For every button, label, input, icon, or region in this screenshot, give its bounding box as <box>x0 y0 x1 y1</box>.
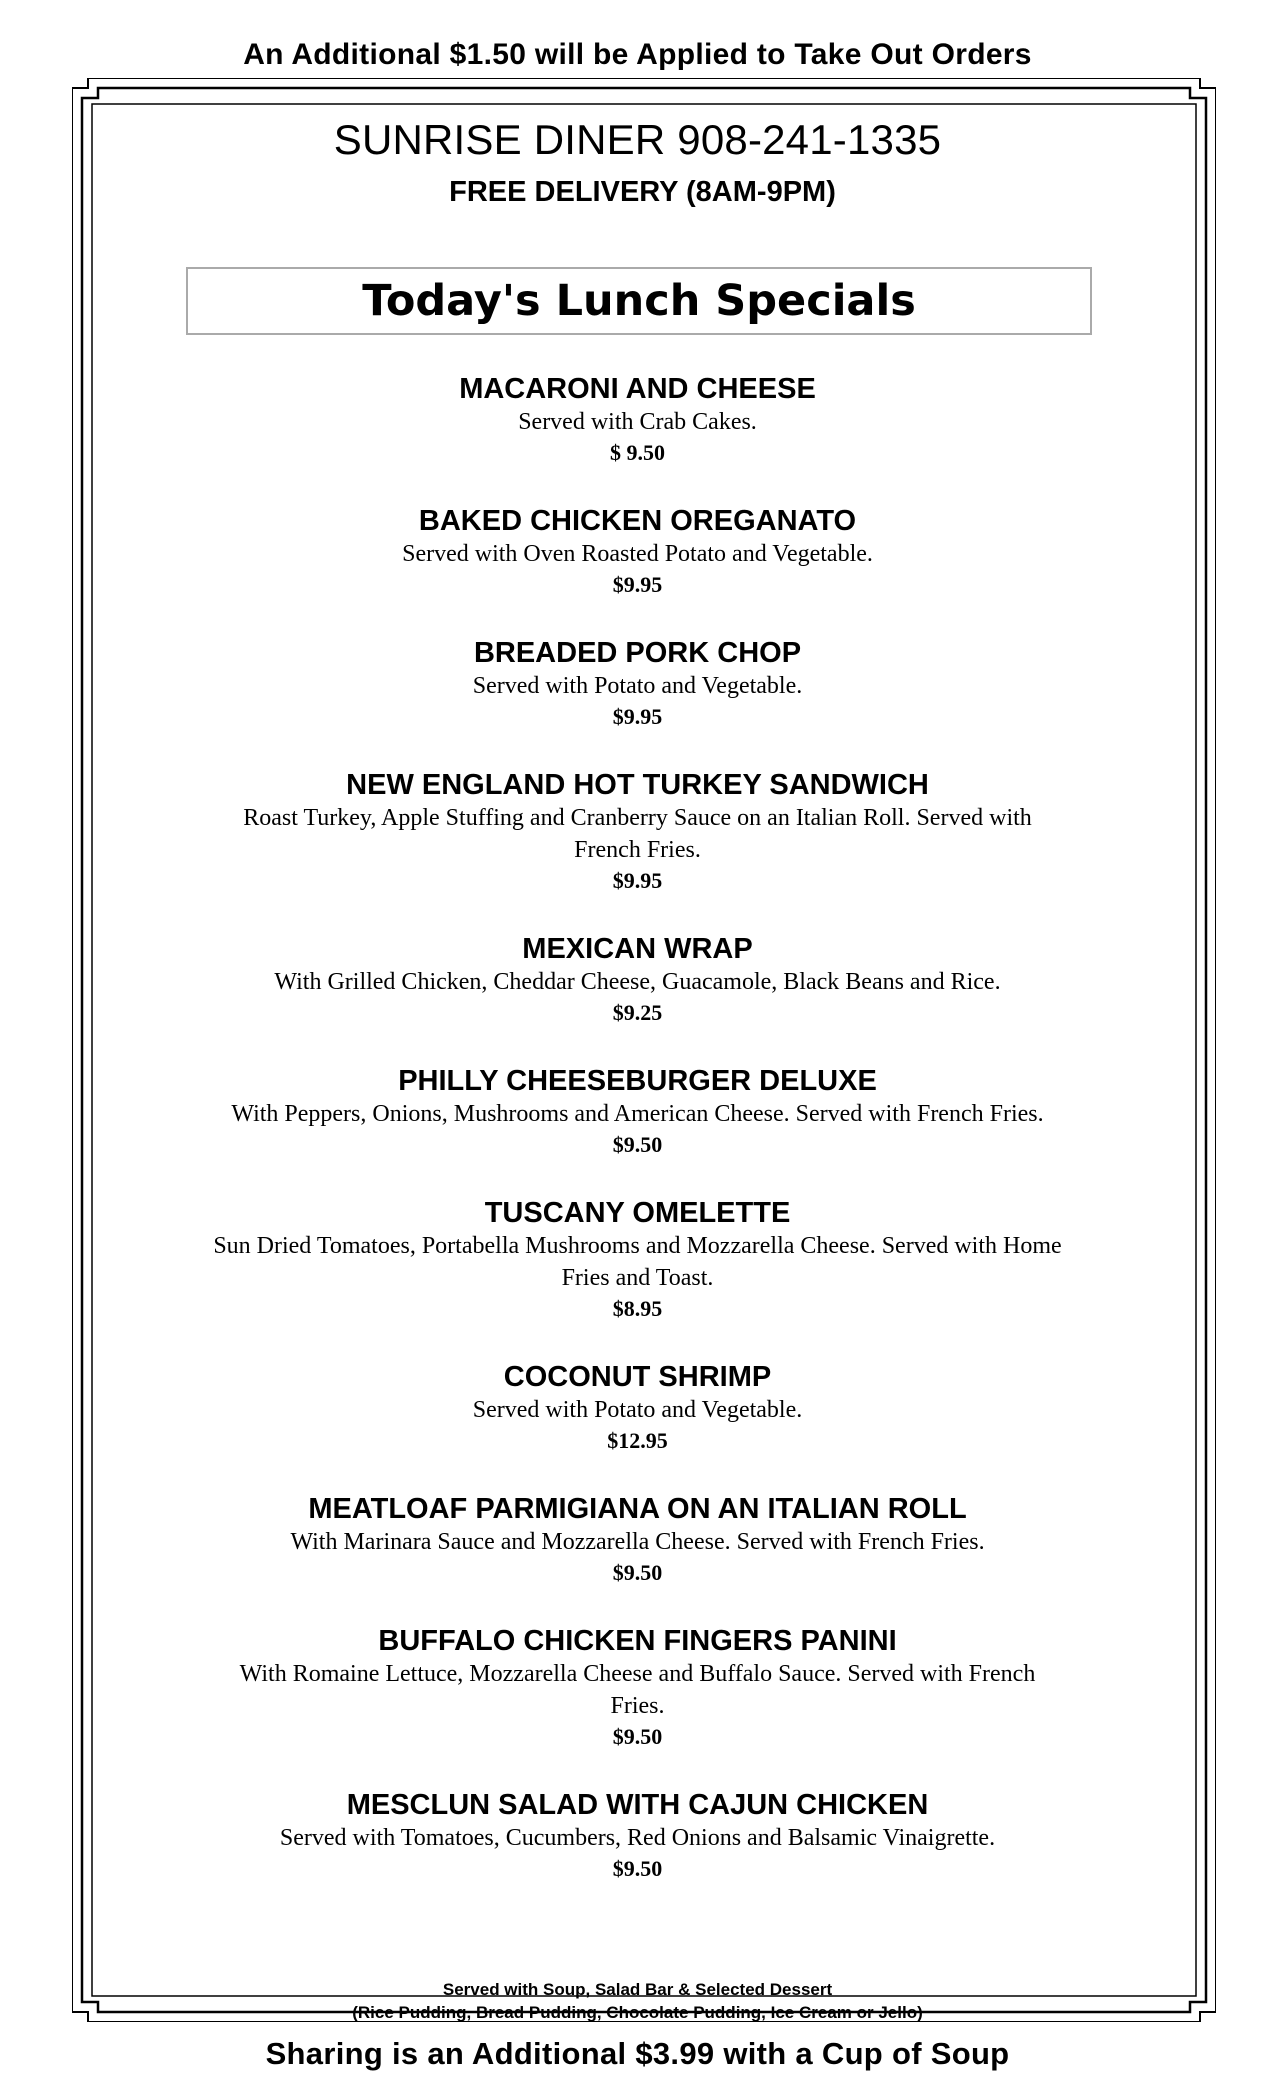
takeout-surcharge-notice: An Additional $1.50 will be Applied to Take Out Orders <box>243 38 1032 71</box>
item-price: $ 9.50 <box>610 440 665 465</box>
item-description: Served with Oven Roasted Potato and Vegetable. <box>402 541 873 567</box>
menu-item <box>188 1196 1088 1324</box>
item-name: MEXICAN WRAP <box>522 933 753 965</box>
item-description: Served with Potato and Vegetable. <box>472 1397 803 1423</box>
item-description: With Peppers, Onions, Mushrooms and American Cheese. Served with French Fries. <box>231 1101 1044 1127</box>
menu-item <box>188 1492 1088 1588</box>
sharing-surcharge-notice: Sharing is an Additional $3.99 with a Cup of Soup <box>265 2036 1010 2071</box>
item-name: PHILLY CHEESEBURGER DELUXE <box>398 1065 877 1097</box>
specials-heading: Today's Lunch Specials <box>362 276 916 326</box>
diner-name-phone: SUNRISE DINER 908-241-1335 <box>333 116 942 163</box>
menu-item <box>188 372 1088 468</box>
menu-item <box>218 1624 1058 1752</box>
item-price: $9.25 <box>612 1000 663 1025</box>
item-description: With Marinara Sauce and Mozzarella Cheese. Served with French Fries. <box>290 1529 985 1555</box>
menu-item <box>188 636 1088 732</box>
item-price: $12.95 <box>607 1428 668 1453</box>
item-description: Served with Crab Cakes. <box>518 409 757 435</box>
item-name: MEATLOAF PARMIGIANA ON AN ITALIAN ROLL <box>308 1493 967 1525</box>
item-price: $9.95 <box>612 868 663 893</box>
menu-item <box>208 768 1068 896</box>
item-price: $8.95 <box>612 1296 663 1321</box>
item-name: MACARONI AND CHEESE <box>459 373 816 405</box>
item-price: $9.50 <box>612 1560 663 1585</box>
item-description: Served with Potato and Vegetable. <box>472 673 803 699</box>
menu-item <box>188 1788 1088 1884</box>
item-name: BREADED PORK CHOP <box>473 637 802 669</box>
item-description: Roast Turkey, Apple Stuffing and Cranberry Sauce on an Italian Roll. Served with French Fries. <box>243 805 1032 863</box>
item-name: TUSCANY OMELETTE <box>484 1197 791 1229</box>
item-price: $9.95 <box>612 704 663 729</box>
item-description: Served with Tomatoes, Cucumbers, Red Onions and Balsamic Vinaigrette. <box>279 1825 996 1851</box>
specials-heading-box <box>186 267 1092 335</box>
item-price: $9.95 <box>612 572 663 597</box>
item-price: $9.50 <box>612 1132 663 1157</box>
item-description: Sun Dried Tomatoes, Portabella Mushrooms and Mozzarella Cheese. Served with Home Fries and Toast. <box>213 1233 1062 1291</box>
item-price: $9.50 <box>612 1724 663 1749</box>
item-name: MESCLUN SALAD WITH CAJUN CHICKEN <box>346 1789 929 1821</box>
item-name: COCONUT SHRIMP <box>503 1361 772 1393</box>
item-name: BUFFALO CHICKEN FINGERS PANINI <box>378 1625 897 1657</box>
item-price: $9.50 <box>612 1856 663 1881</box>
specials-list <box>0 372 1275 1920</box>
dessert-options-note: (Rice Pudding, Bread Pudding, Chocolate Pudding, Ice Cream or Jello) <box>352 2003 923 2022</box>
menu-item <box>208 1064 1068 1160</box>
item-name: NEW ENGLAND HOT TURKEY SANDWICH <box>346 769 929 801</box>
included-sides-note: Served with Soup, Salad Bar & Selected Dessert <box>442 1980 833 1999</box>
delivery-hours: FREE DELIVERY (8AM-9PM) <box>449 176 836 208</box>
item-description: With Romaine Lettuce, Mozzarella Cheese and Buffalo Sauce. Served with French Fries. <box>239 1661 1036 1719</box>
menu-item <box>188 504 1088 600</box>
item-name: BAKED CHICKEN OREGANATO <box>418 505 857 537</box>
menu-item <box>188 1360 1088 1456</box>
item-description: With Grilled Chicken, Cheddar Cheese, Guacamole, Black Beans and Rice. <box>274 969 1001 995</box>
menu-item <box>188 932 1088 1028</box>
